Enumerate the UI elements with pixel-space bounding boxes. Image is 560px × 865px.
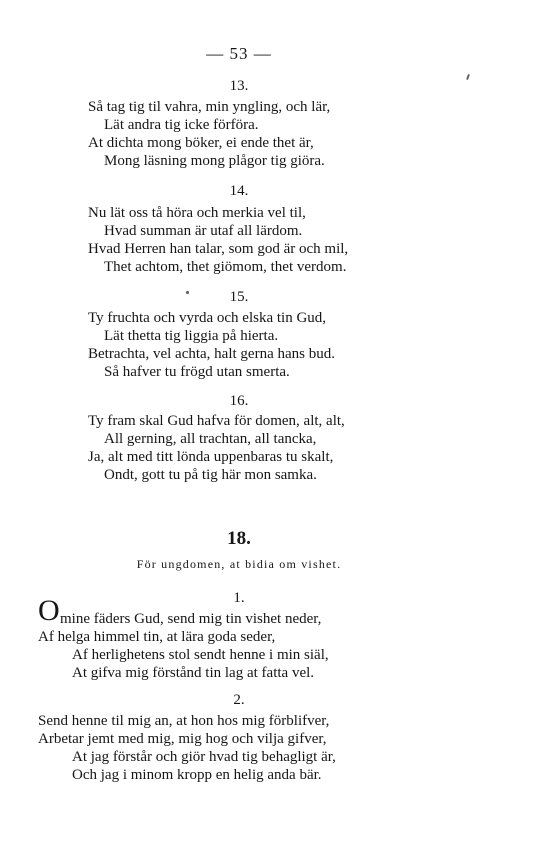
- verse-line: Af herlighetens stol sendt henne i min siäl,: [72, 647, 329, 663]
- verse-line: Och jag i minom kropp en helig anda bär.: [72, 767, 322, 783]
- verse-line: Ty fruchta och vyrda och elska tin Gud,: [88, 310, 327, 326]
- stanza-number: 13.: [229, 78, 249, 94]
- stanza-number: 2.: [233, 692, 245, 708]
- verse-line: At jag förstår och giör hvad tig behagligt är,: [72, 749, 336, 765]
- verse-line: Lät thetta tig liggia på hierta.: [104, 328, 279, 344]
- stanza-number: 15.: [229, 289, 249, 305]
- verse-line: Ty fram skal Gud hafva för domen, alt, alt,: [88, 413, 345, 429]
- verse-line: mine fäders Gud, send mig tin vishet neder,: [60, 611, 322, 627]
- verse-line: Så tag tig til vahra, min yngling, och lär,: [88, 99, 331, 115]
- verse-line: At gifva mig förstånd tin lag at fatta vel.: [72, 665, 315, 681]
- verse-line: Hvad Herren han talar, som god är och mil,: [88, 241, 349, 257]
- verse-line: Hvad summan är utaf all lärdom.: [104, 223, 303, 239]
- song-subtitle: För ungdomen, at bidia om vishet.: [136, 557, 342, 571]
- stanza-number: 14.: [229, 183, 249, 199]
- verse-line: Betrachta, vel achta, halt gerna hans bud.: [88, 346, 335, 362]
- verse-line: Lät andra tig icke förföra.: [104, 117, 259, 133]
- verse-line: Ja, alt med titt lönda uppenbaras tu skalt,: [88, 449, 334, 465]
- song-title: 18.: [227, 528, 251, 549]
- stanza-number: 1.: [233, 590, 245, 606]
- verse-line: Thet achtom, thet giömom, thet verdom.: [104, 259, 347, 275]
- paper-speck: [186, 291, 189, 294]
- page-number: — 53 —: [206, 44, 272, 63]
- drop-cap: O: [38, 594, 60, 627]
- verse-line: All gerning, all trachtan, all tancka,: [104, 431, 317, 447]
- stanza-number: 16.: [229, 393, 249, 409]
- verse-line: Arbetar jemt med mig, mig hog och vilja gifver,: [38, 731, 327, 747]
- verse-line: At dichta mong böker, ei ende thet är,: [88, 135, 314, 151]
- verse-line: Mong läsning mong plågor tig giöra.: [104, 153, 325, 169]
- verse-line: Send henne til mig an, at hon hos mig förblifver,: [38, 713, 330, 729]
- verse-line: Af helga himmel tin, at lära goda seder,: [38, 629, 276, 645]
- verse-line: Ondt, gott tu på tig här mon samka.: [104, 467, 317, 483]
- verse-line: Nu lät oss tå höra och merkia vel til,: [88, 205, 306, 221]
- verse-line: Så hafver tu frögd utan smerta.: [104, 364, 290, 380]
